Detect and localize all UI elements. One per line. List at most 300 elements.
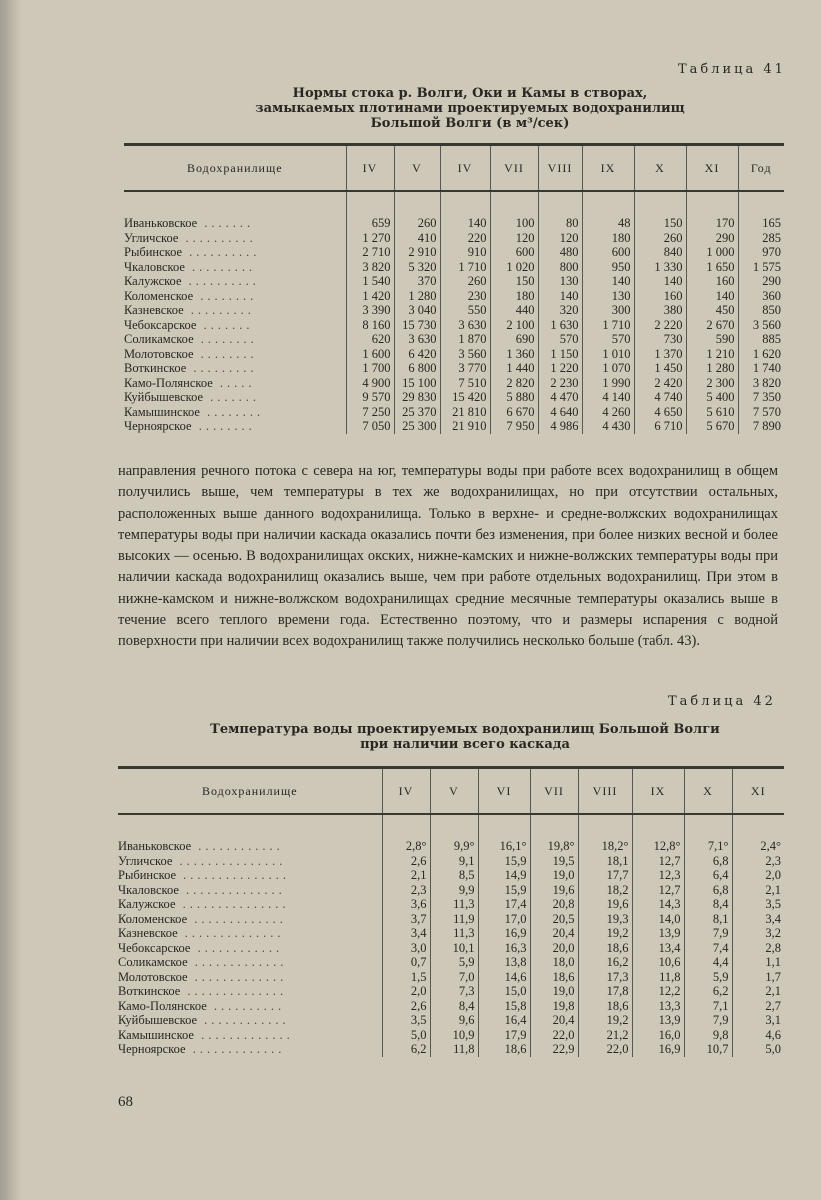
reservoir-name: Черноярское: [118, 1042, 186, 1057]
value-cell: 8,4: [684, 897, 732, 912]
value-cell: 19,6: [530, 883, 578, 898]
table-row: [124, 361, 784, 376]
row-name-cell: [124, 318, 346, 333]
value-cell: 7,0: [430, 970, 478, 985]
column-header: XI: [732, 768, 784, 815]
reservoir-name: Рыбинское: [124, 245, 183, 260]
row-name-cell: [118, 1013, 382, 1028]
value-cell: 3,5: [382, 1013, 430, 1028]
value-cell: 140: [440, 216, 490, 231]
column-header: V: [430, 768, 478, 815]
table-42-title-line: при наличии всего каскада: [360, 737, 570, 752]
leader-dots: .........: [186, 361, 258, 376]
value-cell: 15 100: [394, 376, 440, 391]
value-cell: 410: [394, 231, 440, 246]
value-cell: 1 620: [738, 347, 784, 362]
value-cell: 1 540: [346, 274, 394, 289]
column-header: VIII: [578, 768, 632, 815]
value-cell: 7,4: [684, 941, 732, 956]
value-cell: 260: [634, 231, 686, 246]
value-cell: 6,2: [684, 984, 732, 999]
value-cell: 1 575: [738, 260, 784, 275]
value-cell: 15,9: [478, 883, 530, 898]
leader-dots: .........: [184, 259, 257, 274]
spacer-cell: [530, 814, 578, 839]
column-header-reservoir: Водохранилище: [118, 768, 382, 815]
value-cell: 130: [582, 289, 634, 304]
spacer-cell: [632, 814, 684, 839]
table-row: [118, 854, 784, 869]
row-name-cell: [124, 303, 346, 318]
row-name-cell: [118, 1028, 382, 1043]
column-header: VI: [478, 768, 530, 815]
spacer-cell: [394, 191, 440, 216]
row-name-cell: [118, 984, 382, 999]
value-cell: 20,0: [530, 941, 578, 956]
row-name-cell: [118, 912, 382, 927]
leader-dots: ............: [190, 940, 284, 955]
leader-dots: ........: [199, 404, 265, 419]
value-cell: 1 020: [490, 260, 538, 275]
table-row: [118, 941, 784, 956]
reservoir-name: Калужское: [118, 897, 176, 912]
value-cell: 1 000: [686, 245, 738, 260]
table-row: [124, 231, 784, 246]
value-cell: 2,7: [732, 999, 784, 1014]
value-cell: 18,6: [578, 941, 632, 956]
value-cell: 320: [538, 303, 582, 318]
leader-dots: .............: [187, 955, 288, 970]
reservoir-name: Куйбышевское: [118, 1013, 198, 1028]
leader-dots: ..........: [181, 274, 260, 289]
value-cell: 120: [538, 231, 582, 246]
value-cell: 17,4: [478, 897, 530, 912]
value-cell: 6,2: [382, 1042, 430, 1057]
table-row: [124, 376, 784, 391]
spacer-cell: [634, 191, 686, 216]
spacer-cell: [686, 191, 738, 216]
value-cell: 1 360: [490, 347, 538, 362]
value-cell: 100: [490, 216, 538, 231]
value-cell: 25 370: [394, 405, 440, 420]
value-cell: 15,9: [478, 854, 530, 869]
value-cell: 15,8: [478, 999, 530, 1014]
value-cell: 5 400: [686, 390, 738, 405]
value-cell: 7,9: [684, 1013, 732, 1028]
leader-dots: .........: [183, 303, 255, 318]
value-cell: 9,6: [430, 1013, 478, 1028]
value-cell: 9 570: [346, 390, 394, 405]
leader-dots: ...............: [176, 868, 291, 883]
spacer-cell: [684, 814, 732, 839]
value-cell: 5,9: [684, 970, 732, 985]
column-header: VIII: [538, 145, 582, 192]
value-cell: 140: [634, 274, 686, 289]
value-cell: 6 420: [394, 347, 440, 362]
spacer-cell: [732, 814, 784, 839]
value-cell: 450: [686, 303, 738, 318]
reservoir-name: Соликамское: [124, 332, 194, 347]
value-cell: 2,6: [382, 854, 430, 869]
value-cell: 2,1: [382, 868, 430, 883]
value-cell: 4 900: [346, 376, 394, 391]
value-cell: 17,9: [478, 1028, 530, 1043]
value-cell: 19,0: [530, 984, 578, 999]
value-cell: 1 630: [538, 318, 582, 333]
value-cell: 4,4: [684, 955, 732, 970]
value-cell: 12,8°: [632, 839, 684, 854]
value-cell: 160: [634, 289, 686, 304]
column-header: V: [394, 145, 440, 192]
row-name-cell: [124, 216, 346, 231]
value-cell: 220: [440, 231, 490, 246]
value-cell: 730: [634, 332, 686, 347]
page-number: 68: [118, 1094, 133, 1110]
value-cell: 2,3: [732, 854, 784, 869]
value-cell: 1 210: [686, 347, 738, 362]
table-41: [124, 143, 784, 434]
value-cell: 1 440: [490, 361, 538, 376]
value-cell: 12,3: [632, 868, 684, 883]
value-cell: 1,1: [732, 955, 784, 970]
value-cell: 690: [490, 332, 538, 347]
row-name-cell: [124, 332, 346, 347]
column-header: X: [634, 145, 686, 192]
value-cell: 18,6: [578, 999, 632, 1014]
row-name-cell: [124, 274, 346, 289]
row-name-cell: [124, 376, 346, 391]
value-cell: 22,9: [530, 1042, 578, 1057]
value-cell: 3,2: [732, 926, 784, 941]
value-cell: 12,2: [632, 984, 684, 999]
reservoir-name: Чкаловское: [118, 882, 179, 897]
spacer-cell: [440, 191, 490, 216]
value-cell: 19,3: [578, 912, 632, 927]
value-cell: 13,9: [632, 926, 684, 941]
value-cell: 380: [634, 303, 686, 318]
value-cell: 2 300: [686, 376, 738, 391]
value-cell: 2 100: [490, 318, 538, 333]
value-cell: 7 250: [346, 405, 394, 420]
value-cell: 3 820: [346, 260, 394, 275]
spacer-cell: [582, 191, 634, 216]
spacer-cell: [578, 814, 632, 839]
table-row: [118, 970, 784, 985]
value-cell: 440: [490, 303, 538, 318]
value-cell: 7,3: [430, 984, 478, 999]
column-header: IV: [346, 145, 394, 192]
value-cell: 10,6: [632, 955, 684, 970]
value-cell: 7,1: [684, 999, 732, 1014]
leader-dots: .............: [187, 911, 287, 926]
table-41-header-row: [124, 145, 784, 192]
row-name-cell: [124, 405, 346, 420]
value-cell: 3,1: [732, 1013, 784, 1028]
leader-dots: ..........: [182, 245, 261, 260]
table-row: [124, 260, 784, 275]
value-cell: 18,2: [578, 883, 632, 898]
value-cell: 3,4: [732, 912, 784, 927]
value-cell: 180: [582, 231, 634, 246]
value-cell: 1 700: [346, 361, 394, 376]
value-cell: 8 160: [346, 318, 394, 333]
value-cell: 13,9: [632, 1013, 684, 1028]
reservoir-name: Камо-Полянское: [118, 998, 207, 1013]
value-cell: 80: [538, 216, 582, 231]
spacer-cell: [382, 814, 430, 839]
table-row: [124, 347, 784, 362]
value-cell: 480: [538, 245, 582, 260]
value-cell: 140: [686, 289, 738, 304]
value-cell: 0,7: [382, 955, 430, 970]
row-name-cell: [124, 231, 346, 246]
value-cell: 18,6: [530, 970, 578, 985]
value-cell: 2,8: [732, 941, 784, 956]
value-cell: 14,0: [632, 912, 684, 927]
value-cell: 5,0: [382, 1028, 430, 1043]
spacer-cell: [118, 814, 382, 839]
value-cell: 11,9: [430, 912, 478, 927]
leader-dots: .............: [193, 1027, 294, 1042]
value-cell: 7 890: [738, 419, 784, 434]
table-row: [124, 274, 784, 289]
value-cell: 8,5: [430, 868, 478, 883]
value-cell: 13,3: [632, 999, 684, 1014]
table-row: [124, 332, 784, 347]
value-cell: 16,9: [478, 926, 530, 941]
value-cell: 170: [686, 216, 738, 231]
value-cell: 14,6: [478, 970, 530, 985]
spacer-cell: [346, 191, 394, 216]
leader-dots: ............: [197, 1013, 290, 1028]
value-cell: 230: [440, 289, 490, 304]
value-cell: 2,1: [732, 883, 784, 898]
leader-dots: .......: [196, 317, 254, 332]
table-42-title-line: Температура воды проектируемых водохранилищ Большой Волги: [210, 722, 720, 737]
leader-dots: ........: [191, 419, 256, 434]
column-header: IV: [382, 768, 430, 815]
value-cell: 7,9: [684, 926, 732, 941]
value-cell: 7 350: [738, 390, 784, 405]
value-cell: 13,8: [478, 955, 530, 970]
value-cell: 10,1: [430, 941, 478, 956]
reservoir-name: Камышинское: [118, 1027, 194, 1042]
value-cell: 2,4°: [732, 839, 784, 854]
value-cell: 1 710: [440, 260, 490, 275]
value-cell: 19,2: [578, 1013, 632, 1028]
value-cell: 950: [582, 260, 634, 275]
value-cell: 22,0: [578, 1042, 632, 1057]
value-cell: 1 280: [394, 289, 440, 304]
row-name-cell: [118, 883, 382, 898]
spacer-cell: [124, 191, 346, 216]
value-cell: 285: [738, 231, 784, 246]
value-cell: 9,9: [430, 883, 478, 898]
value-cell: 2,0: [732, 868, 784, 883]
value-cell: 5 610: [686, 405, 738, 420]
value-cell: 29 830: [394, 390, 440, 405]
value-cell: 6 710: [634, 419, 686, 434]
value-cell: 570: [582, 332, 634, 347]
table-row: [124, 289, 784, 304]
value-cell: 300: [582, 303, 634, 318]
row-name-cell: [118, 854, 382, 869]
value-cell: 1 370: [634, 347, 686, 362]
value-cell: 1 280: [686, 361, 738, 376]
column-header: VII: [490, 145, 538, 192]
table-row: [124, 419, 784, 434]
value-cell: 19,6: [578, 897, 632, 912]
value-cell: 290: [738, 274, 784, 289]
table-row: [118, 984, 784, 999]
leader-dots: .............: [185, 1042, 286, 1057]
value-cell: 18,0: [530, 955, 578, 970]
row-name-cell: [118, 868, 382, 883]
reservoir-name: Коломенское: [118, 911, 188, 926]
value-cell: 21,2: [578, 1028, 632, 1043]
value-cell: 5 670: [686, 419, 738, 434]
value-cell: 2,0: [382, 984, 430, 999]
value-cell: 1 450: [634, 361, 686, 376]
value-cell: 3,4: [382, 926, 430, 941]
value-cell: 3 630: [394, 332, 440, 347]
value-cell: 10,9: [430, 1028, 478, 1043]
table-42-title: [170, 722, 760, 752]
leader-dots: ..............: [177, 926, 285, 941]
leader-dots: .......: [197, 216, 255, 231]
value-cell: 21 910: [440, 419, 490, 434]
reservoir-name: Куйбышевское: [124, 390, 204, 405]
value-cell: 10,7: [684, 1042, 732, 1057]
table-42-label: Таблица 42: [668, 694, 776, 709]
reservoir-name: Молотовское: [118, 969, 188, 984]
value-cell: 8,1: [684, 912, 732, 927]
value-cell: 1 420: [346, 289, 394, 304]
row-name-cell: [124, 245, 346, 260]
value-cell: 4,6: [732, 1028, 784, 1043]
value-cell: 120: [490, 231, 538, 246]
value-cell: 6 670: [490, 405, 538, 420]
value-cell: 6,4: [684, 868, 732, 883]
value-cell: 570: [538, 332, 582, 347]
value-cell: 16,4: [478, 1013, 530, 1028]
body-paragraph: направления речного потока с севера на юг, температуры воды при работе всех водохранилищ в общем получились выше, чем температуры в тех же водохранилищах, но при отсутствии остальных, расположенных выше данного водохранилища. Только в верхне- и средне-волжских водохранилищах температуры воды при наличии каскада оказались почти без изменения, при более низких весной и более высоких — осенью. В водохранилищах окских, нижне-камских и нижне-волжских температуры воды при наличии каскада водохранилищ оказались выше, чем при работе отдельных водохранилищ. При этом в нижне-камском и нижне-волжском водохранилищах средние месячные температуры оказались выше в течение всего теплого времени года. Естественно поэтому, что и размеры испарения с водной поверхности при наличии всех водохранилищ также получились несколько больше (табл. 43).: [118, 463, 778, 650]
row-name-cell: [118, 897, 382, 912]
value-cell: 7 950: [490, 419, 538, 434]
row-name-cell: [124, 390, 346, 405]
row-name-cell: [124, 347, 346, 362]
reservoir-name: Соликамское: [118, 955, 188, 970]
value-cell: 11,3: [430, 897, 478, 912]
value-cell: 1 010: [582, 347, 634, 362]
leader-dots: ........: [193, 288, 258, 303]
value-cell: 2,6: [382, 999, 430, 1014]
value-cell: 1 270: [346, 231, 394, 246]
value-cell: 3,6: [382, 897, 430, 912]
column-header: IX: [632, 768, 684, 815]
table-row: [118, 839, 784, 854]
reservoir-name: Камышинское: [124, 404, 200, 419]
value-cell: 15 420: [440, 390, 490, 405]
leader-dots: .......: [203, 390, 261, 405]
value-cell: 17,0: [478, 912, 530, 927]
reservoir-name: Воткинское: [118, 984, 181, 999]
reservoir-name: Коломенское: [124, 288, 194, 303]
value-cell: 1 600: [346, 347, 394, 362]
value-cell: 3,7: [382, 912, 430, 927]
value-cell: 260: [394, 216, 440, 231]
reservoir-name: Черноярское: [124, 419, 192, 434]
value-cell: 180: [490, 289, 538, 304]
spacer-cell: [478, 814, 530, 839]
value-cell: 800: [538, 260, 582, 275]
value-cell: 17,8: [578, 984, 632, 999]
column-header: IX: [582, 145, 634, 192]
value-cell: 13,4: [632, 941, 684, 956]
value-cell: 140: [582, 274, 634, 289]
value-cell: 16,0: [632, 1028, 684, 1043]
value-cell: 21 810: [440, 405, 490, 420]
row-name-cell: [124, 289, 346, 304]
value-cell: 3,0: [382, 941, 430, 956]
value-cell: 6,8: [684, 854, 732, 869]
value-cell: 140: [538, 289, 582, 304]
value-cell: 11,8: [632, 970, 684, 985]
leader-dots: ...............: [175, 897, 290, 912]
value-cell: 12,7: [632, 854, 684, 869]
value-cell: 3 630: [440, 318, 490, 333]
leader-dots: .............: [187, 969, 288, 984]
reservoir-name: Молотовское: [124, 346, 194, 361]
value-cell: 3 820: [738, 376, 784, 391]
reservoir-name: Рыбинское: [118, 868, 177, 883]
value-cell: 15,0: [478, 984, 530, 999]
row-name-cell: [118, 970, 382, 985]
row-name-cell: [124, 361, 346, 376]
value-cell: 7 570: [738, 405, 784, 420]
value-cell: 5,9: [430, 955, 478, 970]
value-cell: 9,1: [430, 854, 478, 869]
row-name-cell: [118, 1042, 382, 1057]
value-cell: 260: [440, 274, 490, 289]
value-cell: 3 040: [394, 303, 440, 318]
value-cell: 3,5: [732, 897, 784, 912]
value-cell: 659: [346, 216, 394, 231]
row-name-cell: [118, 926, 382, 941]
value-cell: 1 650: [686, 260, 738, 275]
table-41-title: [200, 86, 740, 131]
value-cell: 17,7: [578, 868, 632, 883]
value-cell: 850: [738, 303, 784, 318]
value-cell: 18,6: [478, 1042, 530, 1057]
value-cell: 885: [738, 332, 784, 347]
value-cell: 2 420: [634, 376, 686, 391]
value-cell: 4 140: [582, 390, 634, 405]
table-spacer-row: [124, 191, 784, 216]
table-row: [118, 897, 784, 912]
value-cell: 3 560: [440, 347, 490, 362]
reservoir-name: Казневское: [118, 926, 178, 941]
spacer-cell: [430, 814, 478, 839]
value-cell: 2 710: [346, 245, 394, 260]
leader-dots: .....: [212, 375, 256, 390]
table-41-title-line: Нормы стока р. Волги, Оки и Камы в створах,: [292, 86, 648, 101]
table-spacer-row: [118, 814, 784, 839]
value-cell: 2 670: [686, 318, 738, 333]
table-row: [118, 1042, 784, 1057]
column-header: IV: [440, 145, 490, 192]
value-cell: 16,1°: [478, 839, 530, 854]
